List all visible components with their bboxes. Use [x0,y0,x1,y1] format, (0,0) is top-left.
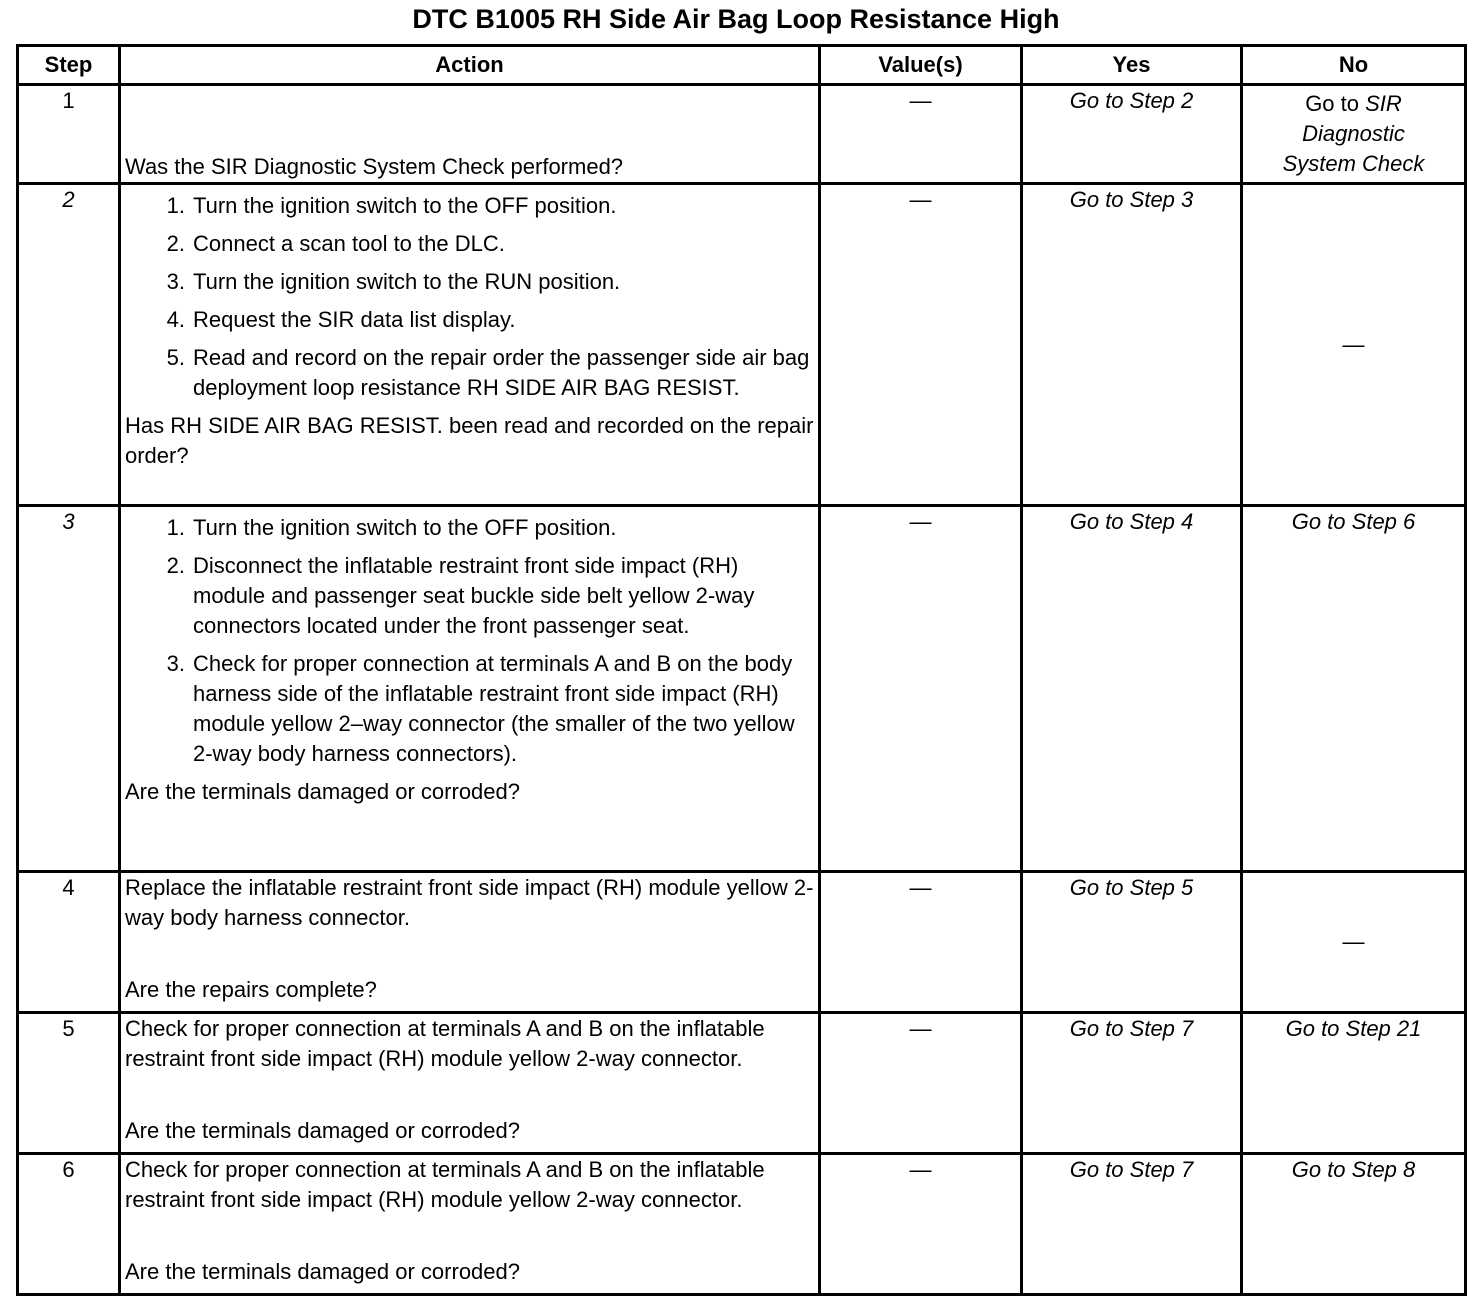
no-cell: Go to Step 21 [1242,1013,1466,1154]
step-number: 2 [18,184,120,506]
list-text: Turn the ignition switch to the RUN position. [193,269,621,294]
list-number: 1. [166,193,185,218]
list-text: Check for proper connection at terminals A and B on the body harness side of the inflatable restraint front side impact (RH) module yellow 2–way connector (the smaller of the two yellow 2-way body harness connectors). [193,651,795,766]
action-lead: Check for proper connection at terminals A and B on the inflatable restraint front side impact (RH) module yellow 2-way connector. [125,1016,765,1071]
step-number: 6 [18,1154,120,1295]
header-values: Value(s) [820,46,1022,85]
action-question: Are the repairs complete? [125,977,377,1002]
no-goto-line-1 [1247,89,1460,119]
header-action: Action [120,46,820,85]
header-step: Step [18,46,120,85]
no-cell: — [1242,184,1466,506]
value-cell: — [820,506,1022,872]
step-number: 5 [18,1013,120,1154]
step-number: 4 [18,872,120,1013]
value-cell: — [820,1013,1022,1154]
list-text: Turn the ignition switch to the OFF position. [193,515,617,540]
list-text: Request the SIR data list display. [193,307,516,332]
list-item [125,513,814,543]
table-row [18,1013,1466,1154]
yes-cell: Go to Step 3 [1022,184,1242,506]
no-goto-link-2: Diagnostic [1302,121,1405,146]
value-cell: — [820,872,1022,1013]
list-text: Connect a scan tool to the DLC. [193,231,505,256]
header-yes: Yes [1022,46,1242,85]
action-question: Was the SIR Diagnostic System Check performed? [125,154,624,179]
no-cell: Go to Step 6 [1242,506,1466,872]
yes-cell: Go to Step 7 [1022,1013,1242,1154]
no-cell: — [1242,872,1466,1013]
action-question: Are the terminals damaged or corroded? [125,779,520,804]
list-item [125,229,814,259]
action-cell [120,506,820,872]
action-cell [120,85,820,184]
list-text: Disconnect the inflatable restraint front side impact (RH) module and passenger seat buckle side belt yellow 2-way connectors located under the front passenger seat. [193,553,755,638]
value-cell: — [820,184,1022,506]
list-number: 3. [166,269,185,294]
list-item [125,267,814,297]
list-item [125,343,814,403]
table-row [18,1154,1466,1295]
list-number: 4. [166,307,185,332]
list-text: Read and record on the repair order the passenger side air bag deployment loop resistance RH SIDE AIR BAG RESIST. [193,345,810,400]
no-cell: Go to Step 8 [1242,1154,1466,1295]
table-row [18,184,1466,506]
step-number: 3 [18,506,120,872]
action-cell [120,1154,820,1295]
list-item [125,191,814,221]
table-row [18,872,1466,1013]
header-row [18,46,1466,85]
diagnostic-table [16,44,1467,1296]
yes-cell: Go to Step 4 [1022,506,1242,872]
page-title: DTC B1005 RH Side Air Bag Loop Resistance High [412,4,1060,34]
list-text: Turn the ignition switch to the OFF position. [193,193,617,218]
no-goto-link-1: SIR [1365,91,1402,116]
list-item [125,551,814,641]
list-number: 5. [166,345,185,370]
action-question: Are the terminals damaged or corroded? [125,1118,520,1143]
list-item [125,305,814,335]
no-goto-prefix: Go to [1305,91,1366,116]
value-cell: — [820,85,1022,184]
action-cell [120,1013,820,1154]
list-item [125,649,814,769]
no-cell [1242,85,1466,184]
list-number: 3. [166,651,185,676]
yes-cell: Go to Step 5 [1022,872,1242,1013]
list-number: 2. [166,231,185,256]
yes-cell: Go to Step 7 [1022,1154,1242,1295]
table-row [18,85,1466,184]
step-number: 1 [18,85,120,184]
no-goto-link-3: System Check [1282,151,1425,176]
action-list [125,191,814,403]
action-question: Has RH SIDE AIR BAG RESIST. been read and recorded on the repair order? [125,413,814,468]
value-cell: — [820,1154,1022,1295]
yes-cell: Go to Step 2 [1022,85,1242,184]
list-number: 2. [166,553,185,578]
action-question: Are the terminals damaged or corroded? [125,1259,520,1284]
action-lead: Replace the inflatable restraint front side impact (RH) module yellow 2-way body harness connector. [125,875,814,930]
table-row [18,506,1466,872]
list-number: 1. [166,515,185,540]
header-no: No [1242,46,1466,85]
action-cell [120,872,820,1013]
action-list [125,513,814,769]
action-lead: Check for proper connection at terminals A and B on the inflatable restraint front side impact (RH) module yellow 2-way connector. [125,1157,765,1212]
action-cell [120,184,820,506]
